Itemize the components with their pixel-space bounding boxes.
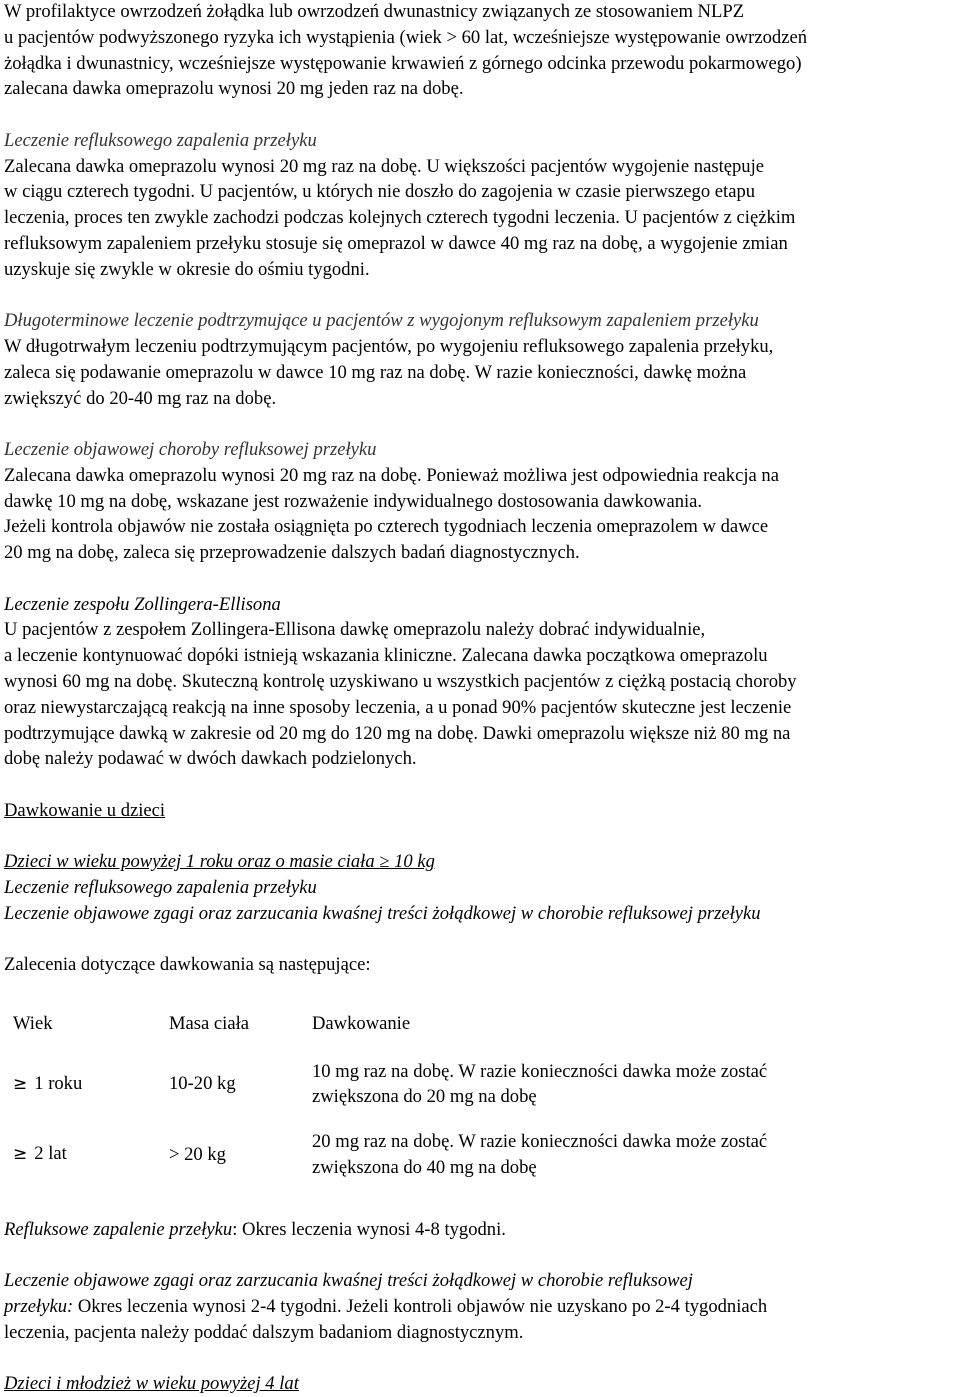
recommendations-intro: Zalecenia dotyczące dawkowania są następujące: xyxy=(4,954,371,976)
greater-equal-symbol: ≥ xyxy=(13,1144,28,1165)
table-header-cell: Wiek xyxy=(13,1012,53,1034)
symptomatic-duration-note xyxy=(4,1268,958,1345)
table-header-cell: Masa ciała xyxy=(169,1012,250,1034)
section-line: zaleca się podawanie omeprazolu w dawce 10 mg raz na dobę. W razie konieczności, dawkę można xyxy=(4,361,747,383)
reflux-duration-note xyxy=(4,1217,958,1243)
section-heading: Leczenie objawowej choroby refluksowej przełyku xyxy=(4,438,377,460)
term-text: : Okres leczenia wynosi 4-8 tygodni. xyxy=(232,1218,506,1240)
intro-line: żołądka i dwunastnicy, wcześniejsze występowanie krwawień z górnego odcinka przewodu pokarmowego) xyxy=(4,52,802,74)
greater-equal-symbol: ≥ xyxy=(13,1073,28,1094)
older-children-heading-block xyxy=(4,1371,958,1397)
section-line: Zalecana dawka omeprazolu wynosi 20 mg raz na dobę. Ponieważ możliwa jest odpowiednia reakcja na xyxy=(4,464,779,486)
weight-cell: > 20 kg xyxy=(169,1143,226,1165)
children-subsection xyxy=(4,849,958,926)
age-value: 1 roku xyxy=(34,1072,83,1094)
term-text: leczenia, pacjenta należy poddać dalszym badaniom diagnostycznym. xyxy=(4,1321,524,1343)
section-line: a leczenie kontynuować dopóki istnieją wskazania kliniczne. Zalecana dawka początkowa omeprazolu xyxy=(4,645,768,667)
intro-line: u pacjentów podwyższonego ryzyka ich wystąpienia (wiek > 60 lat, wcześniejsze występowanie owrzodzeń xyxy=(4,26,808,48)
term-text: Okres leczenia wynosi 2-4 tygodni. Jeżeli kontroli objawów nie uzyskano po 2-4 tygodniach xyxy=(73,1296,768,1318)
dose-line: zwiększona do 40 mg na dobę xyxy=(312,1156,537,1178)
section-heading: Leczenie refluksowego zapalenia przełyku xyxy=(4,129,317,151)
dosing-table xyxy=(4,998,872,1191)
term-label: przełyku: xyxy=(4,1296,74,1318)
dose-line: 10 mg raz na dobę. W razie konieczności dawka może zostać xyxy=(312,1060,768,1082)
age-value: 2 lat xyxy=(34,1143,67,1165)
dose-line: zwiększona do 20 mg na dobę xyxy=(312,1086,537,1108)
children-dosing-heading: Dawkowanie u dzieci xyxy=(4,799,166,821)
section-line: podtrzymujące dawką w zakresie od 20 mg do 120 mg na dobę. Dawki omeprazolu większe niż 80 mg na xyxy=(4,722,791,744)
section-line: Zalecana dawka omeprazolu wynosi 20 mg raz na dobę. U większości pacjentów wygojenie następuje xyxy=(4,155,765,177)
indication-line: Leczenie refluksowego zapalenia przełyku xyxy=(4,876,317,898)
symptomatic-gerd-section xyxy=(4,437,958,566)
older-children-heading: Dzieci i młodzież w wieku powyżej 4 lat xyxy=(4,1373,299,1395)
section-line: uzyskuje się zwykle w okresie do ośmiu tygodni. xyxy=(4,258,370,280)
section-line: 20 mg na dobę, zaleca się przeprowadzenie dalszych badań diagnostycznych. xyxy=(4,542,580,564)
maintenance-section xyxy=(4,308,958,411)
table-row xyxy=(4,1050,872,1119)
intro-paragraph xyxy=(4,0,958,102)
section-heading: Długoterminowe leczenie podtrzymujące u pacjentów z wygojonym refluksowym zapaleniem przełyku xyxy=(4,310,759,332)
term-label: Refluksowe zapalenie przełyku xyxy=(4,1218,233,1240)
table-row xyxy=(4,1119,872,1191)
children-subheading: Dzieci w wieku powyżej 1 roku oraz o masie ciała ≥ 10 kg xyxy=(4,851,435,873)
dose-cell xyxy=(312,1050,872,1119)
section-line: dobę należy podawać w dwóch dawkach podzielonych. xyxy=(4,748,417,770)
section-line: U pacjentów z zespołem Zollingera-Ellisona dawkę omeprazolu należy dobrać indywidualnie, xyxy=(4,619,706,641)
section-line: W długotrwałym leczeniu podtrzymującym pacjentów, po wygojeniu refluksowego zapalenia przełyku, xyxy=(4,335,774,357)
intro-line: zalecana dawka omeprazolu wynosi 20 mg jeden raz na dobę. xyxy=(4,78,464,100)
section-line: refluksowym zapaleniem przełyku stosuje się omeprazol w dawce 40 mg raz na dobę, a wygojenie zmian xyxy=(4,232,788,254)
section-line: leczenia, proces ten zwykle zachodzi podczas kolejnych czterech tygodni leczenia. U pacjentów z ciężkim xyxy=(4,207,796,229)
section-line: Jeżeli kontrola objawów nie została osiągnięta po czterech tygodniach leczenia omeprazolem w dawce xyxy=(4,516,769,538)
section-line: w ciągu czterech tygodni. U pacjentów, u których nie doszło do zagojenia w czasie pierwszego etapu xyxy=(4,181,756,203)
section-line: oraz niewystarczającą reakcją na inne sposoby leczenia, a u ponad 90% pacjentów skuteczne jest leczenie xyxy=(4,696,792,718)
dose-line: 20 mg raz na dobę. W razie konieczności dawka może zostać xyxy=(312,1131,768,1153)
section-line: zwiększyć do 20-40 mg raz na dobę. xyxy=(4,387,277,409)
reflux-esophagitis-section xyxy=(4,128,958,283)
section-line: dawkę 10 mg na dobę, wskazane jest rozważenie indywidualnego dostosowania dawkowania. xyxy=(4,490,703,512)
intro-line: W profilaktyce owrzodzeń żołądka lub owrzodzeń dwunastnicy związanych ze stosowaniem NLPZ xyxy=(4,1,745,22)
term-label: Leczenie objawowe zgagi oraz zarzucania kwaśnej treści żołądkowej w chorobie refluksowej xyxy=(4,1270,693,1292)
indication-line: Leczenie objawowe zgagi oraz zarzucania kwaśnej treści żołądkowej w chorobie refluksowej przełyku xyxy=(4,902,761,924)
section-line: wynosi 60 mg na dobę. Skuteczną kontrolę uzyskiwano u wszystkich pacjentów z ciężką postacią choroby xyxy=(4,670,797,692)
weight-cell: 10-20 kg xyxy=(169,1073,236,1095)
table-header-cell: Dawkowanie xyxy=(312,1012,411,1034)
age-cell xyxy=(4,1119,169,1191)
document-page xyxy=(4,0,958,1397)
section-heading: Leczenie zespołu Zollingera-Ellisona xyxy=(4,593,281,615)
table-header-row xyxy=(4,998,872,1050)
dose-cell xyxy=(312,1119,872,1191)
age-cell xyxy=(4,1050,169,1119)
children-dosing-heading-block xyxy=(4,798,958,824)
zollinger-section xyxy=(4,592,958,773)
